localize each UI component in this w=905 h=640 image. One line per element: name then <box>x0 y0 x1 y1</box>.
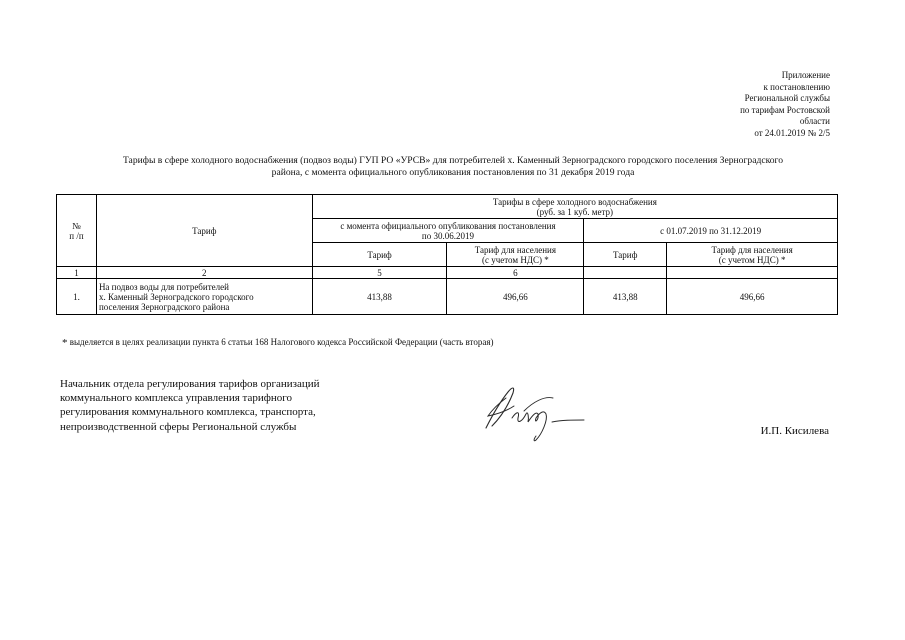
appendix-line: от 24.01.2019 № 2/5 <box>754 127 830 138</box>
signer-post-line: Начальник отдела регулирования тарифов организаций <box>60 378 320 390</box>
table-row <box>57 279 838 315</box>
appendix-line: Региональной службы <box>744 93 830 104</box>
appendix-line: по тарифам Ростовской <box>740 104 830 115</box>
subheader-p2-population <box>667 243 838 267</box>
signer-post-line: непроизводственной сферы Региональной службы <box>60 420 297 433</box>
appendix-line: Приложение <box>781 70 830 80</box>
subheader-p1-population-line-2: (с учетом НДС) * <box>481 254 549 265</box>
row-p2-population: 496,66 <box>667 279 838 315</box>
footnote-text: выделяется в целях реализации пункта 6 статьи 168 Налогового кодекса Российской Федерации (часть вторая) <box>67 337 494 347</box>
row-p2-tariff: 413,88 <box>584 279 667 315</box>
index-cell: 6 <box>447 267 584 279</box>
subheader-p1-tariff: Тариф <box>312 243 447 267</box>
subheader-p2-population-line-2: (с учетом НДС) * <box>718 254 786 265</box>
title-line-2: района, с момента официального опубликования постановления по 31 декабря 2019 года <box>271 166 635 178</box>
signer-name: И.П. Кисилева <box>760 425 829 437</box>
header-period-1-line-2: по 30.06.2019 <box>421 230 474 241</box>
header-period-1-line-1: с момента официального опубликования постановления <box>340 220 556 231</box>
header-number-abbr: п /п <box>69 230 84 241</box>
header-period-1 <box>312 219 584 243</box>
tariff-table <box>56 194 838 315</box>
header-group-line-2: (руб. за 1 куб. метр) <box>536 206 613 217</box>
footnote <box>62 336 493 348</box>
handwritten-signature <box>478 378 593 448</box>
index-row <box>57 267 838 279</box>
signer-post-line: коммунального комплекса управления тарифного <box>60 392 292 405</box>
appendix-reference <box>630 70 830 140</box>
index-cell <box>584 267 667 279</box>
header-group <box>312 195 837 219</box>
subheader-p1-population-line-1: Тариф для населения <box>474 244 557 255</box>
signer-post-line: регулирования коммунального комплекса, транспорта, <box>60 406 316 419</box>
row-tariff-name <box>96 279 312 315</box>
document-title <box>60 155 846 178</box>
signer-post <box>60 377 320 434</box>
row-tariff-name-line: поселения Зерноградского района <box>98 301 230 312</box>
footnote-star: * <box>62 337 68 349</box>
header-number <box>57 195 97 267</box>
appendix-line: к постановлению <box>763 81 830 92</box>
title-line-1: Тарифы в сфере холодного водоснабжения (подвоз воды) ГУП РО «УРСВ» для потребителей х. Каменный Зерноградского городского поселения Зерноградского <box>122 155 784 166</box>
index-cell: 5 <box>312 267 447 279</box>
index-cell <box>667 267 838 279</box>
row-p1-tariff: 413,88 <box>312 279 447 315</box>
subheader-p1-population <box>447 243 584 267</box>
row-tariff-name-line: х. Каменный Зерноградского городского <box>98 291 254 302</box>
row-p1-population: 496,66 <box>447 279 584 315</box>
subheader-p2-population-line-1: Тариф для населения <box>711 244 793 255</box>
header-group-line-1: Тарифы в сфере холодного водоснабжения <box>492 196 657 207</box>
header-number-symbol: № <box>72 220 81 231</box>
index-cell: 1 <box>57 267 97 279</box>
header-tariff: Тариф <box>96 195 312 267</box>
row-number: 1. <box>57 279 97 315</box>
header-period-2: с 01.07.2019 по 31.12.2019 <box>584 219 838 243</box>
appendix-line: области <box>799 116 830 127</box>
subheader-p2-tariff: Тариф <box>584 243 667 267</box>
index-cell: 2 <box>96 267 312 279</box>
row-tariff-name-line: На подвоз воды для потребителей <box>98 281 229 292</box>
